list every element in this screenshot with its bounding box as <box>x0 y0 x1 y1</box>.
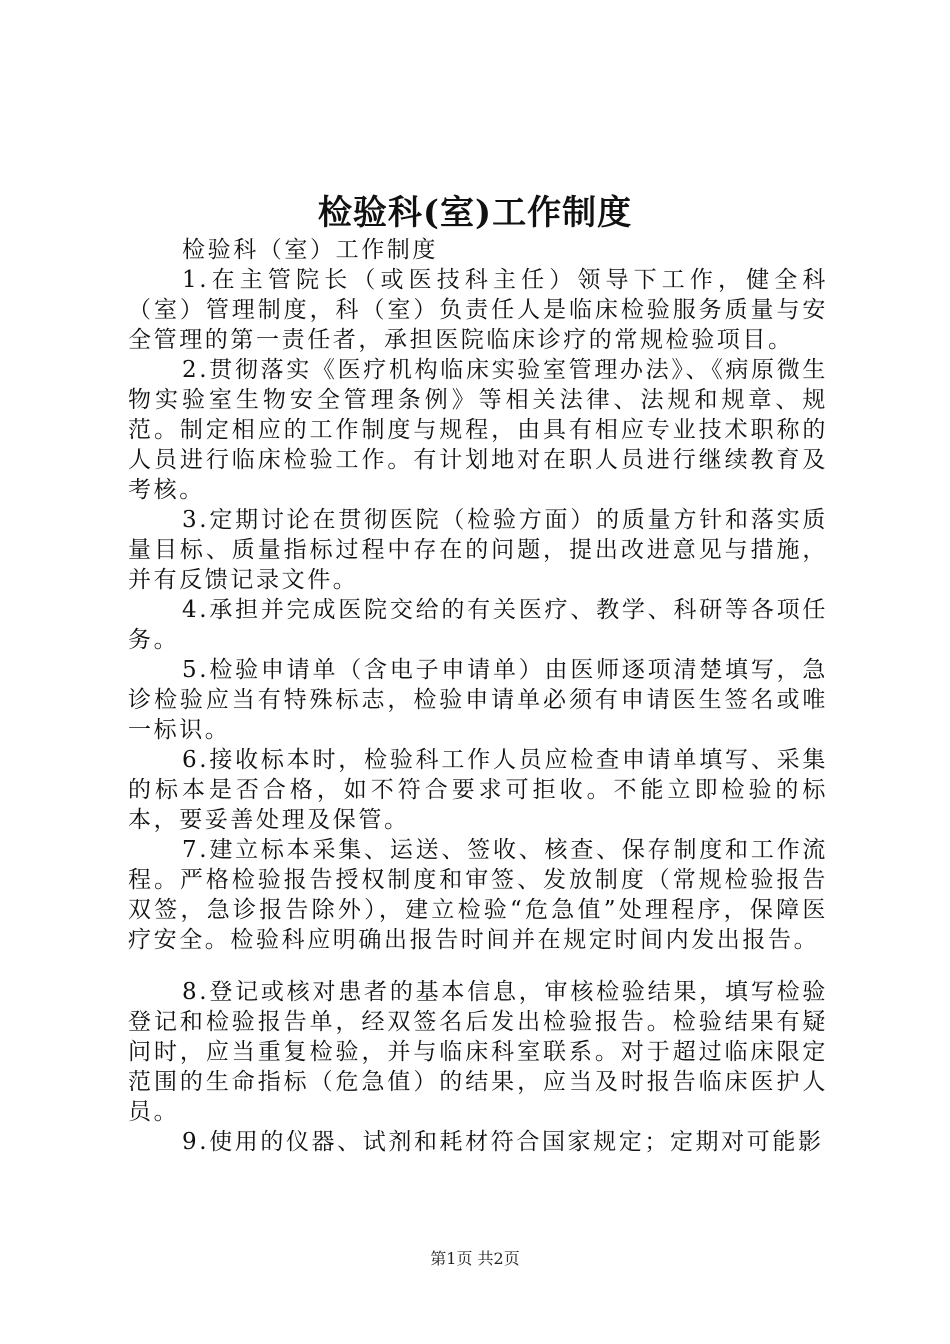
paragraph-6: 6.接收标本时，检验科工作人员应检查申请单填写、采集的标本是否合格，如不符合要求可拒收。不能立即检验的标本，要妥善处理及保管。 <box>128 747 828 833</box>
paragraph-4: 4.承担并完成医院交给的有关医疗、教学、科研等各项任务。 <box>128 597 828 653</box>
paragraph-3: 3.定期讨论在贯彻医院（检验方面）的质量方针和落实质量目标、质量指标过程中存在的问题，提出改进意见与措施，并有反馈记录文件。 <box>128 507 828 593</box>
document-body <box>128 235 828 1157</box>
page-footer: 第1页 共2页 <box>430 1249 520 1268</box>
paragraph-subtitle: 检验科（室）工作制度 <box>182 237 438 263</box>
paragraph-7: 7.建立标本采集、运送、签收、核查、保存制度和工作流程。严格检验报告授权制度和审签、发放制度（常规检验报告双签，急诊报告除外），建立检验“危急值”处理程序，保障医疗安全。检验科应明确出报告时间并在规定时间内发出报告。 <box>128 837 828 953</box>
paragraph-2: 2.贯彻落实《医疗机构临床实验室管理办法》、《病原微生物实验室生物安全管理条例》等相关法律、法规和规章、规范。制定相应的工作制度与规程，由具有相应专业技术职称的人员进行临床检验工作。有计划地对在职人员进行继续教育及考核。 <box>128 357 828 503</box>
document-title: 检验科(室)工作制度 <box>317 193 633 233</box>
paragraph-8: 8.登记或核对患者的基本信息，审核检验结果，填写检验登记和检验报告单，经双签名后发出检验报告。检验结果有疑问时，应当重复检验，并与临床科室联系。对于超过临床限定范围的生命指标（危急值）的结果，应当及时报告临床医护人员。 <box>128 979 828 1125</box>
paragraph-9: 9.使用的仪器、试剂和耗材符合国家规定；定期对可能影 <box>182 1129 824 1155</box>
paragraph-5: 5.检验申请单（含电子申请单）由医师逐项清楚填写，急诊检验应当有特殊标志，检验申请单必须有申请医生签名或唯一标识。 <box>128 657 828 743</box>
paragraph-1: 1.在主管院长（或医技科主任）领导下工作，健全科（室）管理制度，科（室）负责任人是临床检验服务质量与安全管理的第一责任者，承担医院临床诊疗的常规检验项目。 <box>128 267 828 353</box>
